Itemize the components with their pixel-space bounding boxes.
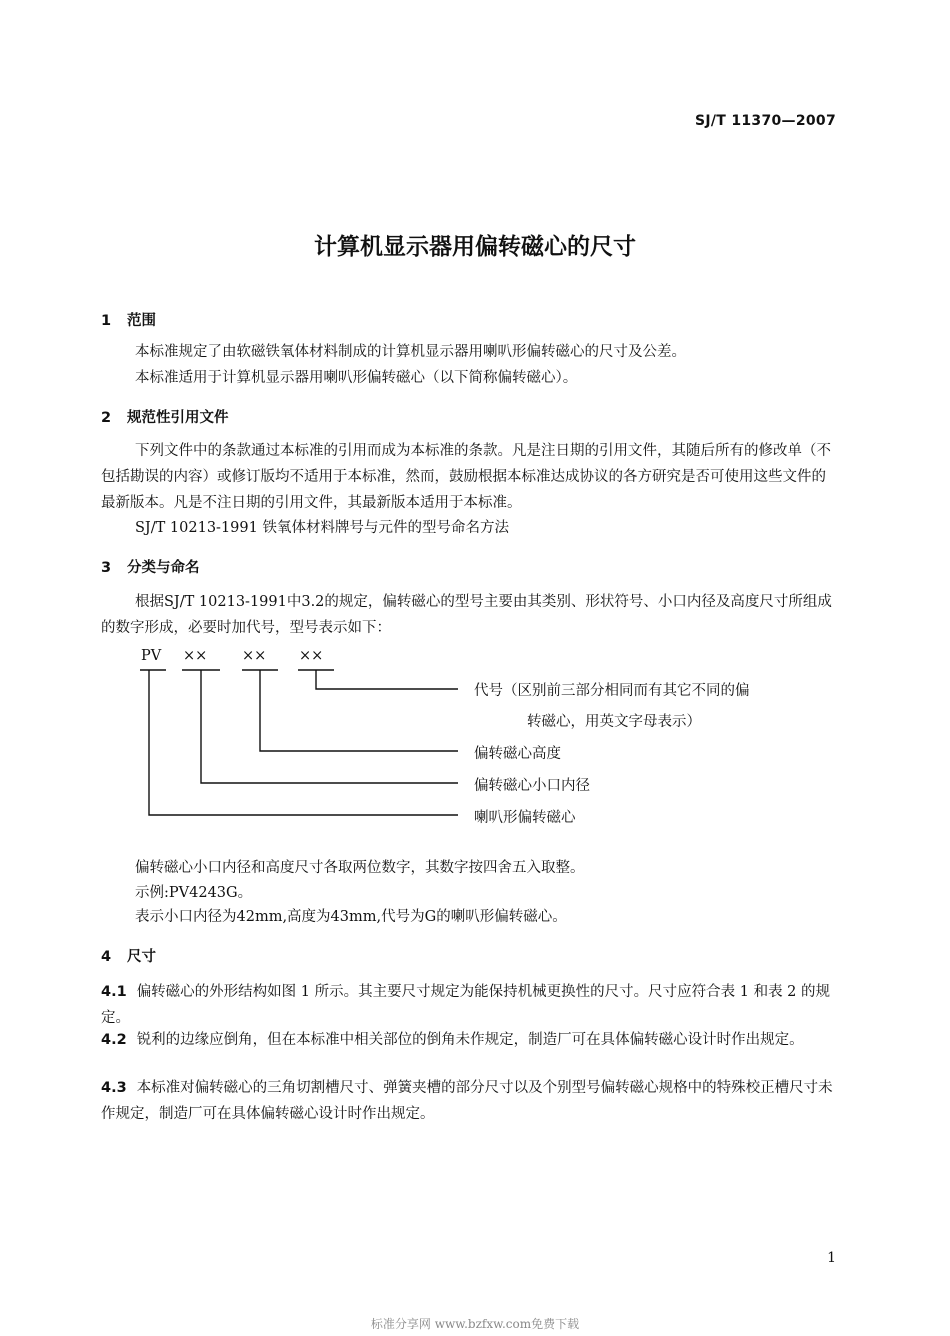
normative-paragraph: 下列文件中的条款通过本标准的引用而成为本标准的条款。凡是注日期的引用文件，其随后所有的修改单（不包括勘误的内容）或修订版均不适用于本标准，然而，鼓励根据本标准达成协议的各方研究是否可使用这些文件的最新版本。凡是不注日期的引用文件，其最新版本适用于本标准。 xyxy=(101,443,831,511)
section-number: 1 xyxy=(101,313,112,329)
code-diameter: ×× xyxy=(183,648,208,664)
label-height: 偏转磁心高度 xyxy=(474,746,561,762)
standard-number: SJ/T 11370—2007 xyxy=(695,113,836,129)
section-title: 规范性引用文件 xyxy=(127,410,229,426)
designation-diagram xyxy=(130,660,480,830)
clause-4-2 xyxy=(101,1027,837,1053)
clause-number: 4.2 xyxy=(101,1032,127,1048)
normative-reference: SJ/T 10213-1991 铁氧体材料牌号与元件的型号命名方法 xyxy=(135,520,509,536)
clause-number: 4.3 xyxy=(101,1080,127,1096)
section-heading-1 xyxy=(101,309,156,330)
section-heading-3 xyxy=(101,556,200,577)
section-heading-4 xyxy=(101,945,156,966)
code-height: ×× xyxy=(242,648,267,664)
scope-line-2: 本标准适用于计算机显示器用喇叭形偏转磁心（以下简称偏转磁心）。 xyxy=(135,370,578,386)
leader-suffix xyxy=(316,670,458,689)
leader-height xyxy=(260,670,458,751)
leader-diameter xyxy=(201,670,458,783)
leader-pv xyxy=(149,670,458,815)
label-pv: 喇叭形偏转磁心 xyxy=(474,810,576,826)
section-number: 2 xyxy=(101,410,112,426)
section-title: 范围 xyxy=(127,313,156,329)
section-title: 分类与命名 xyxy=(127,560,200,576)
section-number: 4 xyxy=(101,949,112,965)
page-number: 1 xyxy=(827,1250,836,1266)
naming-note: 偏转磁心小口内径和高度尺寸各取两位数字，其数字按四舍五入取整。 xyxy=(135,860,585,876)
clause-number: 4.1 xyxy=(101,984,127,1000)
clause-text: 偏转磁心的外形结构如图 1 所示。其主要尺寸规定为能保持机械更换性的尺寸。尺寸应符合表 1 和表 2 的规定。 xyxy=(101,984,831,1026)
clause-text: 锐利的边缘应倒角，但在本标准中相关部位的倒角未作规定，制造厂可在具体偏转磁心设计时作出规定。 xyxy=(136,1032,804,1048)
clause-4-1 xyxy=(101,979,837,1031)
clause-text: 本标准对偏转磁心的三角切割槽尺寸、弹簧夹槽的部分尺寸以及个别型号偏转磁心规格中的特殊校正槽尺寸未作规定，制造厂可在具体偏转磁心设计时作出规定。 xyxy=(101,1080,833,1122)
footer-watermark: 标准分享网 www.bzfxw.com免费下载 xyxy=(370,1317,580,1331)
clause-4-3 xyxy=(101,1075,837,1127)
section-heading-2 xyxy=(101,406,229,427)
scope-line-1: 本标准规定了由软磁铁氧体材料制成的计算机显示器用喇叭形偏转磁心的尺寸及公差。 xyxy=(135,344,686,360)
label-suffix-line-2: 转磁心，用英文字母表示） xyxy=(527,714,701,730)
section-number: 3 xyxy=(101,560,112,576)
naming-example: 示例:PV4243G。 xyxy=(135,885,253,901)
section-title: 尺寸 xyxy=(127,949,156,965)
code-pv: PV xyxy=(141,648,162,664)
classification-paragraph: 根据SJ/T 10213-1991中3.2的规定，偏转磁心的型号主要由其类别、形状符号、小口内径及高度尺寸所组成的数字形成，必要时加代号，型号表示如下： xyxy=(101,594,832,636)
label-suffix-line-1: 代号（区别前三部分相同而有其它不同的偏 xyxy=(474,683,750,699)
code-suffix: ×× xyxy=(299,648,324,664)
naming-example-explanation: 表示小口内径为42mm,高度为43mm,代号为G的喇叭形偏转磁心。 xyxy=(135,909,567,925)
page-title: 计算机显示器用偏转磁心的尺寸 xyxy=(314,234,636,260)
label-diameter: 偏转磁心小口内径 xyxy=(474,778,590,794)
